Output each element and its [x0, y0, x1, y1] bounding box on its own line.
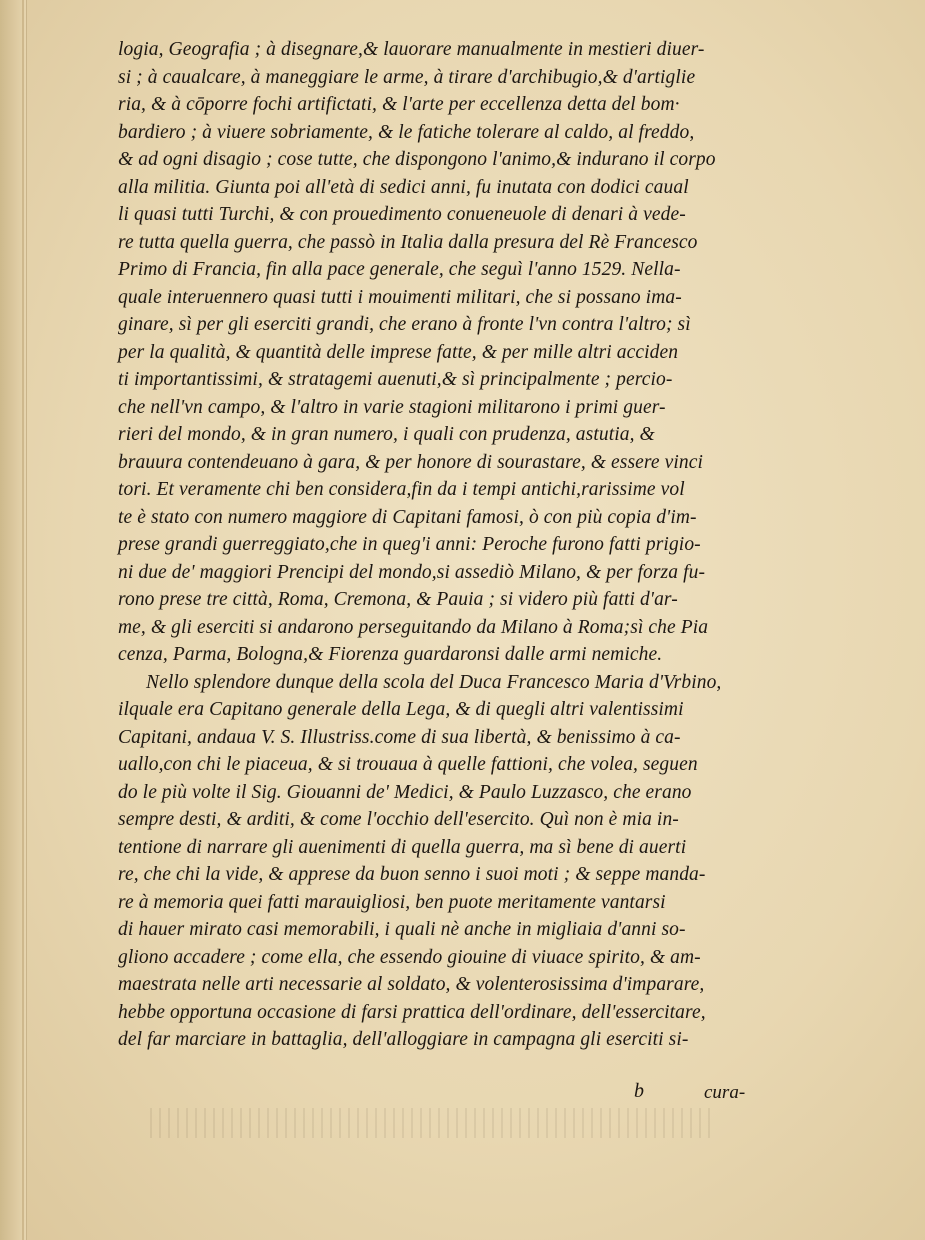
- text-line: uallo,con chi le piaceua, & si trouaua à quelle fattioni, che volea, seguen: [118, 754, 698, 775]
- text-line: quale interuennero quasi tutti i mouimenti militari, che si possano ima-: [118, 286, 682, 308]
- text-line: ria, & à cōporre fochi artifictati, & l'arte per eccellenza detta del bom·: [118, 94, 680, 115]
- text-line: li quasi tutti Turchi, & con prouedimento conueneuole di denari à vede-: [118, 204, 686, 225]
- text-line: di hauer mirato casi memorabili, i quali nè anche in migliaia d'anni so-: [118, 919, 686, 940]
- text-line: Capitani, andaua V. S. Illustriss.come di sua libertà, & benissimo à ca-: [118, 726, 681, 748]
- text-line: re tutta quella guerra, che passò in Italia dalla presura del Rè Francesco: [118, 231, 698, 253]
- text-line: cenza, Parma, Bologna,& Fiorenza guardaronsi dalle armi nemiche.: [118, 644, 663, 665]
- text-line: ti importantissimi, & stratagemi auenuti,& sì principalmente ; percio-: [118, 369, 673, 390]
- text-line: maestrata nelle arti necessarie al soldato, & volenterosissima d'imparare,: [118, 974, 705, 995]
- text-line: si ; à caualcare, à maneggiare le arme, à tirare d'archibugio,& d'artiglie: [118, 66, 696, 88]
- text-line: sempre desti, & arditi, & come l'occhio dell'esercito. Quì non è mia in-: [118, 809, 679, 830]
- text-line: hebbe opportuna occasione di farsi prattica dell'ordinare, dell'essercitare,: [118, 1001, 706, 1023]
- text-line: te è stato con numero maggiore di Capitani famosi, ò con più copia d'im-: [118, 506, 697, 528]
- text-line: logia, Geografia ; à disegnare,& lauorare manualmente in mestieri diuer-: [118, 39, 705, 60]
- text-line: ni due de' maggiori Prencipi del mondo,si assediò Milano, & per forza fu-: [118, 561, 706, 583]
- text-line: rieri del mondo, & in gran numero, i quali con prudenza, astutia, &: [118, 424, 655, 445]
- text-line: del far marciare in battaglia, dell'alloggiare in campagna gli eserciti si-: [118, 1029, 689, 1050]
- text-line: do le più volte il Sig. Giouanni de' Medici, & Paulo Luzzasco, che erano: [118, 781, 692, 803]
- text-line: brauura contendeuano à gara, & per honore di sourastare, & essere vinci: [118, 451, 703, 473]
- text-line: tori. Et veramente chi ben considera,fin da i tempi antichi,rarissime vol: [118, 479, 685, 500]
- show-through-bleed: [150, 1108, 710, 1138]
- text-line: gliono accadere ; come ella, che essendo giouine di viuace spirito, & am-: [118, 946, 701, 968]
- paragraph-start-line: Nello splendore dunque della scola del Duca Francesco Maria d'Vrbino,: [146, 671, 722, 693]
- text-line: rono prese tre città, Roma, Cremona, & Pauia ; si videro più fatti d'ar-: [118, 589, 678, 610]
- text-line: re à memoria quei fatti marauigliosi, ben puote meritamente vantarsi: [118, 891, 666, 913]
- text-line: tentione di narrare gli auenimenti di quella guerra, ma sì bene di auerti: [118, 836, 687, 858]
- gutter-shadow-line: [22, 0, 24, 1240]
- text-line: ilquale era Capitano generale della Lega, & di quegli altri valentissimi: [118, 699, 684, 720]
- signature-mark: b: [634, 1080, 644, 1102]
- page-text-block: [118, 36, 786, 1054]
- text-line: che nell'vn campo, & l'altro in varie stagioni militarono i primi guer-: [118, 396, 666, 418]
- text-line: per la qualità, & quantità delle imprese fatte, & per mille altri acciden: [118, 341, 679, 363]
- text-line: ginare, sì per gli eserciti grandi, che erano à fronte l'vn contra l'altro; sì: [118, 314, 691, 335]
- catchword: cura-: [704, 1082, 746, 1103]
- text-line: re, che chi la vide, & apprese da buon senno i suoi moti ; & seppe manda-: [118, 864, 706, 885]
- text-line: prese grandi guerreggiato,che in queg'i anni: Peroche furono fatti prigio-: [118, 534, 701, 555]
- text-line: & ad ogni disagio ; cose tutte, che dispongono l'animo,& indurano il corpo: [118, 149, 716, 170]
- text-line: Primo di Francia, fin alla pace generale, che seguì l'anno 1529. Nella-: [118, 259, 681, 280]
- text-line: me, & gli eserciti si andarono perseguitando da Milano à Roma;sì che Pia: [118, 616, 709, 638]
- text-line: alla militia. Giunta poi all'età di sedici anni, fu inutata con dodici caual: [118, 176, 689, 198]
- text-line: bardiero ; à viuere sobriamente, & le fatiche tolerare al caldo, al freddo,: [118, 121, 695, 143]
